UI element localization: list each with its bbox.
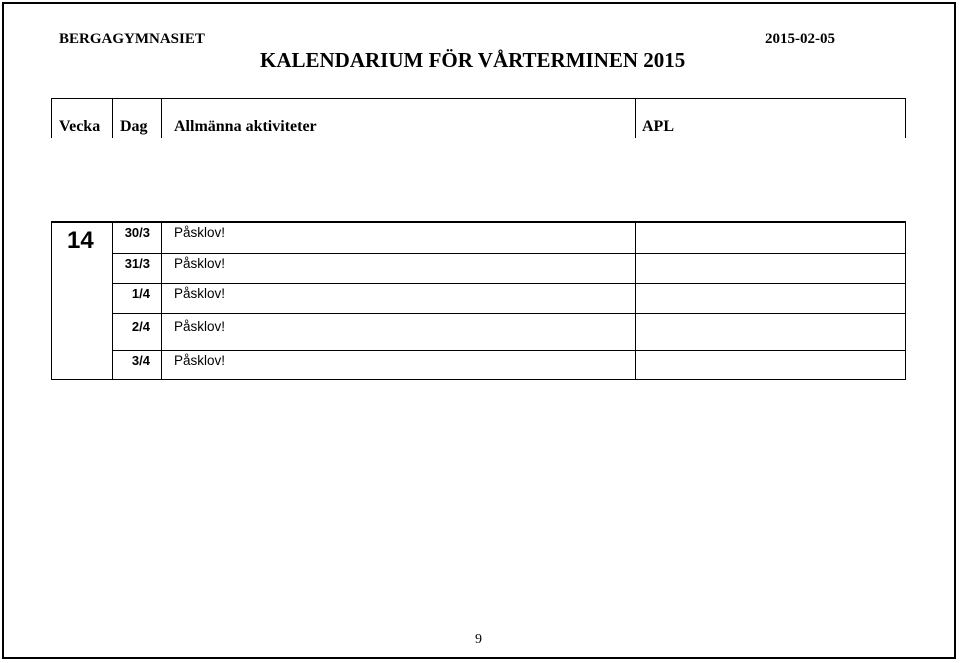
page-number: 9 — [475, 632, 482, 647]
column-header-activities — [162, 99, 635, 138]
column-header-row — [51, 98, 906, 138]
day-date: 1/4 — [131, 286, 150, 301]
day-activity-cell — [162, 223, 635, 253]
day-row — [113, 284, 905, 314]
week-number-cell — [52, 223, 113, 379]
day-date-cell — [113, 351, 162, 379]
week-number: 14 — [67, 227, 94, 254]
column-header-apl — [635, 99, 905, 138]
day-activity-cell — [162, 254, 635, 283]
day-date-cell — [113, 223, 162, 253]
day-date: 30/3 — [124, 225, 150, 240]
column-header-activities-label: Allmänna aktiviteter — [174, 118, 317, 135]
day-date: 3/4 — [131, 353, 150, 368]
day-date-cell — [113, 314, 162, 350]
day-activity: Påsklov! — [174, 353, 226, 368]
day-activity: Påsklov! — [174, 256, 226, 271]
day-apl-cell — [635, 223, 905, 253]
document-date: 2015-02-05 — [765, 31, 835, 47]
day-apl-cell — [635, 284, 905, 313]
column-header-vecka — [52, 99, 113, 138]
day-apl-cell — [635, 351, 905, 379]
day-activity-cell — [162, 314, 635, 350]
day-date: 2/4 — [131, 319, 150, 334]
day-apl-cell — [635, 254, 905, 283]
column-header-dag — [113, 99, 162, 138]
column-header-vecka-label: Vecka — [59, 118, 101, 135]
column-header-dag-label: Dag — [120, 118, 148, 135]
day-activity-cell — [162, 351, 635, 379]
day-row — [113, 351, 905, 379]
day-row — [113, 254, 905, 284]
page-title: KALENDARIUM FÖR VÅRTERMINEN 2015 — [260, 48, 686, 72]
school-name: BERGAGYMNASIET — [59, 31, 205, 47]
day-date-cell — [113, 254, 162, 283]
day-date: 31/3 — [124, 256, 150, 271]
day-date-cell — [113, 284, 162, 313]
week-block — [51, 221, 906, 380]
day-row — [113, 314, 905, 351]
day-activity: Påsklov! — [174, 286, 226, 301]
day-activity-cell — [162, 284, 635, 313]
column-header-apl-label: APL — [642, 118, 674, 135]
day-apl-cell — [635, 314, 905, 350]
day-row — [113, 223, 905, 254]
day-activity: Påsklov! — [174, 319, 226, 334]
day-activity: Påsklov! — [174, 225, 226, 240]
